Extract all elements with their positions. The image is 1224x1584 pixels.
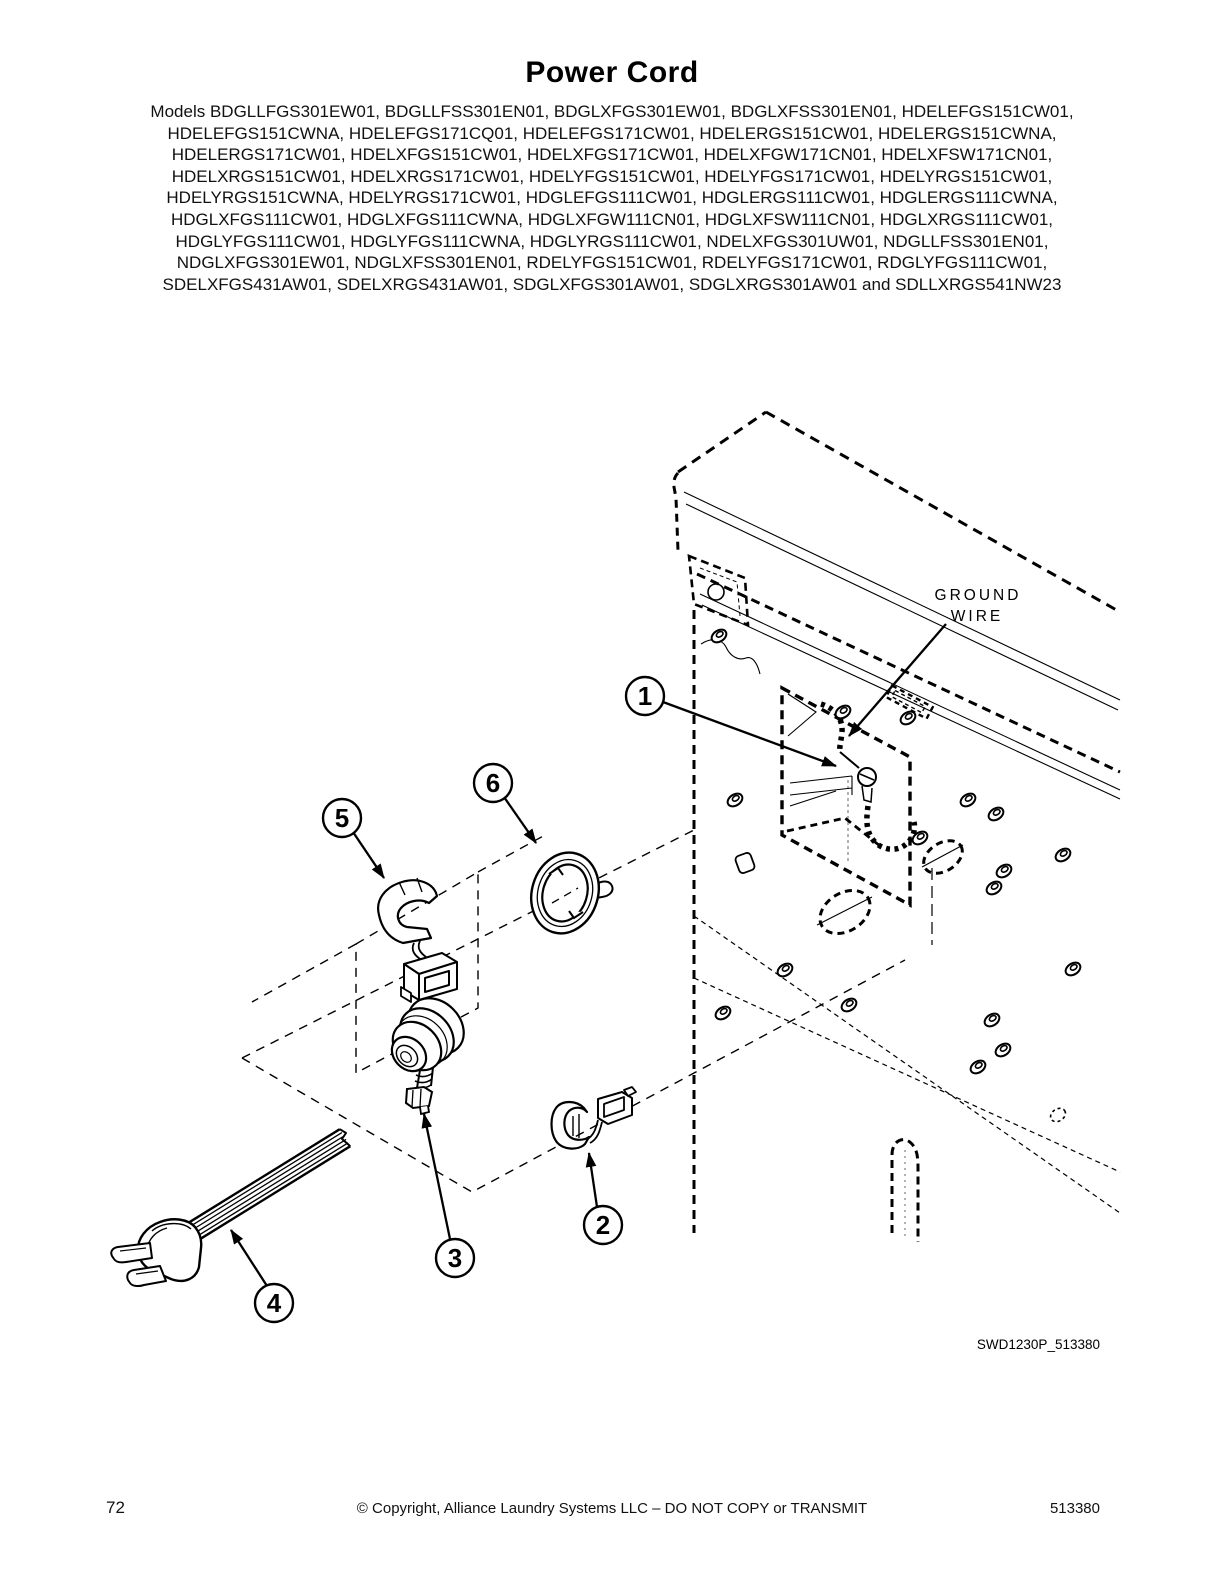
models-line: HDELYRGS151CWNA, HDELYRGS171CW01, HDGLEFGS111CW01, HDGLERGS111CW01, HDGLERGS111CWNA, [166, 188, 1058, 208]
part-cord-clamp [552, 1087, 637, 1149]
page-number: 72 [106, 1498, 125, 1517]
figure-code: SWD1230P_513380 [976, 1337, 1100, 1352]
alignment-line-upper [242, 830, 694, 1058]
models-line: HDGLYFGS111CW01, HDGLYFGS111CWNA, HDGLYRGS111CW01, NDELXFGS301UW01, NDGLLFSS301EN01, [175, 231, 1049, 251]
models-line: Models BDGLLFGS301EW01, BDGLLFSS301EN01, BDGLXFGS301EW01, BDGLXFSS301EN01, HDELEFGS151CW01, [150, 102, 1074, 121]
models-line: SDELXFGS431AW01, SDELXRGS431AW01, SDGLXFGS301AW01, SDGLXRGS301AW01 and SDLLXRGS541NW23 [162, 274, 1062, 294]
callout-3-number: 3 [447, 1243, 463, 1273]
callout-5-number: 5 [334, 803, 350, 833]
callout-3 [436, 1239, 474, 1277]
callout-4-number: 4 [266, 1288, 282, 1318]
cabinet [674, 412, 1120, 1242]
ground-wire-lead [840, 752, 859, 768]
cord-edge [198, 1146, 350, 1240]
ground-lug [862, 786, 872, 802]
copyright-text: © Copyright, Alliance Laundry Systems LLC – DO NOT COPY or TRANSMIT [356, 1500, 868, 1517]
models-line: HDELERGS171CW01, HDELXFGS151CW01, HDELXFGS171CW01, HDELXFGW171CN01, HDELXFSW171CN01, [171, 145, 1053, 165]
callout-5 [323, 799, 361, 837]
cord-ribs [190, 1133, 348, 1237]
small-dashed-hole [1048, 1106, 1068, 1125]
plug-prong [127, 1266, 166, 1286]
callout-4-arrow [231, 1230, 267, 1286]
callout-1-number: 1 [637, 681, 653, 711]
callout-6 [474, 764, 512, 802]
callout-2-arrow [589, 1153, 597, 1207]
cable-notch [701, 640, 760, 674]
cord-edge [188, 1129, 340, 1223]
callouts [255, 677, 664, 1322]
opening-pocket [787, 818, 880, 846]
hinge-bracket-inner [700, 568, 740, 616]
clamp2-ring [552, 1102, 590, 1149]
hinge-hole [708, 584, 724, 600]
alignment-line-left [252, 944, 356, 1002]
callout-2 [584, 1206, 622, 1244]
cabinet-band-line [686, 504, 1118, 710]
plug-prong [111, 1243, 152, 1262]
cabinet-base-edge [694, 916, 1120, 1213]
ground-wire-lower [867, 806, 915, 849]
square-hole [734, 852, 755, 874]
ground-wire-label-line1: GROUND [934, 587, 1022, 604]
connector-nut [406, 1087, 432, 1108]
hinge-bracket [689, 556, 748, 625]
document-number: 513380 [1049, 1500, 1100, 1517]
clamp-strap [413, 941, 426, 959]
models-line: NDGLXFGS301EW01, NDGLXFSS301EN01, RDELYFGS151CW01, RDELYFGS171CW01, RDGLYFGS111CW01, [176, 253, 1048, 273]
round-knockout [812, 834, 968, 942]
panel-band-line [700, 594, 1120, 790]
callout-4 [255, 1284, 293, 1322]
part-retaining-ring [521, 844, 612, 942]
tall-slot [892, 1140, 918, 1242]
page-title: Power Cord [525, 56, 699, 89]
callout-6-arrow [504, 797, 536, 843]
cabinet-bottom-edge [694, 978, 1120, 1172]
callout-2-number: 2 [595, 1210, 611, 1240]
cabinet-left-corner [674, 473, 678, 551]
callout-5-arrow [353, 832, 384, 878]
models-line: HDGLXFGS111CW01, HDGLXFGS111CWNA, HDGLXFGW111CN01, HDGLXFSW111CN01, HDGLXRGS111CW01, [170, 209, 1054, 229]
panel-top-edge [697, 574, 1120, 772]
callout-1-arrow [663, 702, 836, 766]
callout-6-number: 6 [485, 768, 501, 798]
connector-tip [420, 1106, 429, 1114]
callout-3-arrow [424, 1114, 450, 1239]
page-footer [0, 1498, 1224, 1528]
access-opening [782, 688, 910, 905]
part-connector [383, 987, 475, 1114]
opening-recess-lines [790, 776, 852, 806]
part-power-cord [111, 1129, 350, 1286]
alignment-line-lower [242, 960, 905, 1192]
models-line: HDELXRGS151CW01, HDELXRGS171CW01, HDELYFGS151CW01, HDELYFGS171CW01, HDELYRGS151CW01, [171, 166, 1053, 186]
ground-wire-label-line2: WIRE [950, 608, 1004, 625]
cabinet-top-left-edge [678, 412, 766, 472]
models-line: HDELEFGS151CWNA, HDELEFGS171CQ01, HDELEFGS171CW01, HDELERGS151CW01, HDELERGS151CWNA, [167, 123, 1057, 143]
cabinet-top-right-edge [766, 412, 1120, 612]
callout-1 [626, 677, 664, 715]
clamp-body [378, 880, 437, 943]
